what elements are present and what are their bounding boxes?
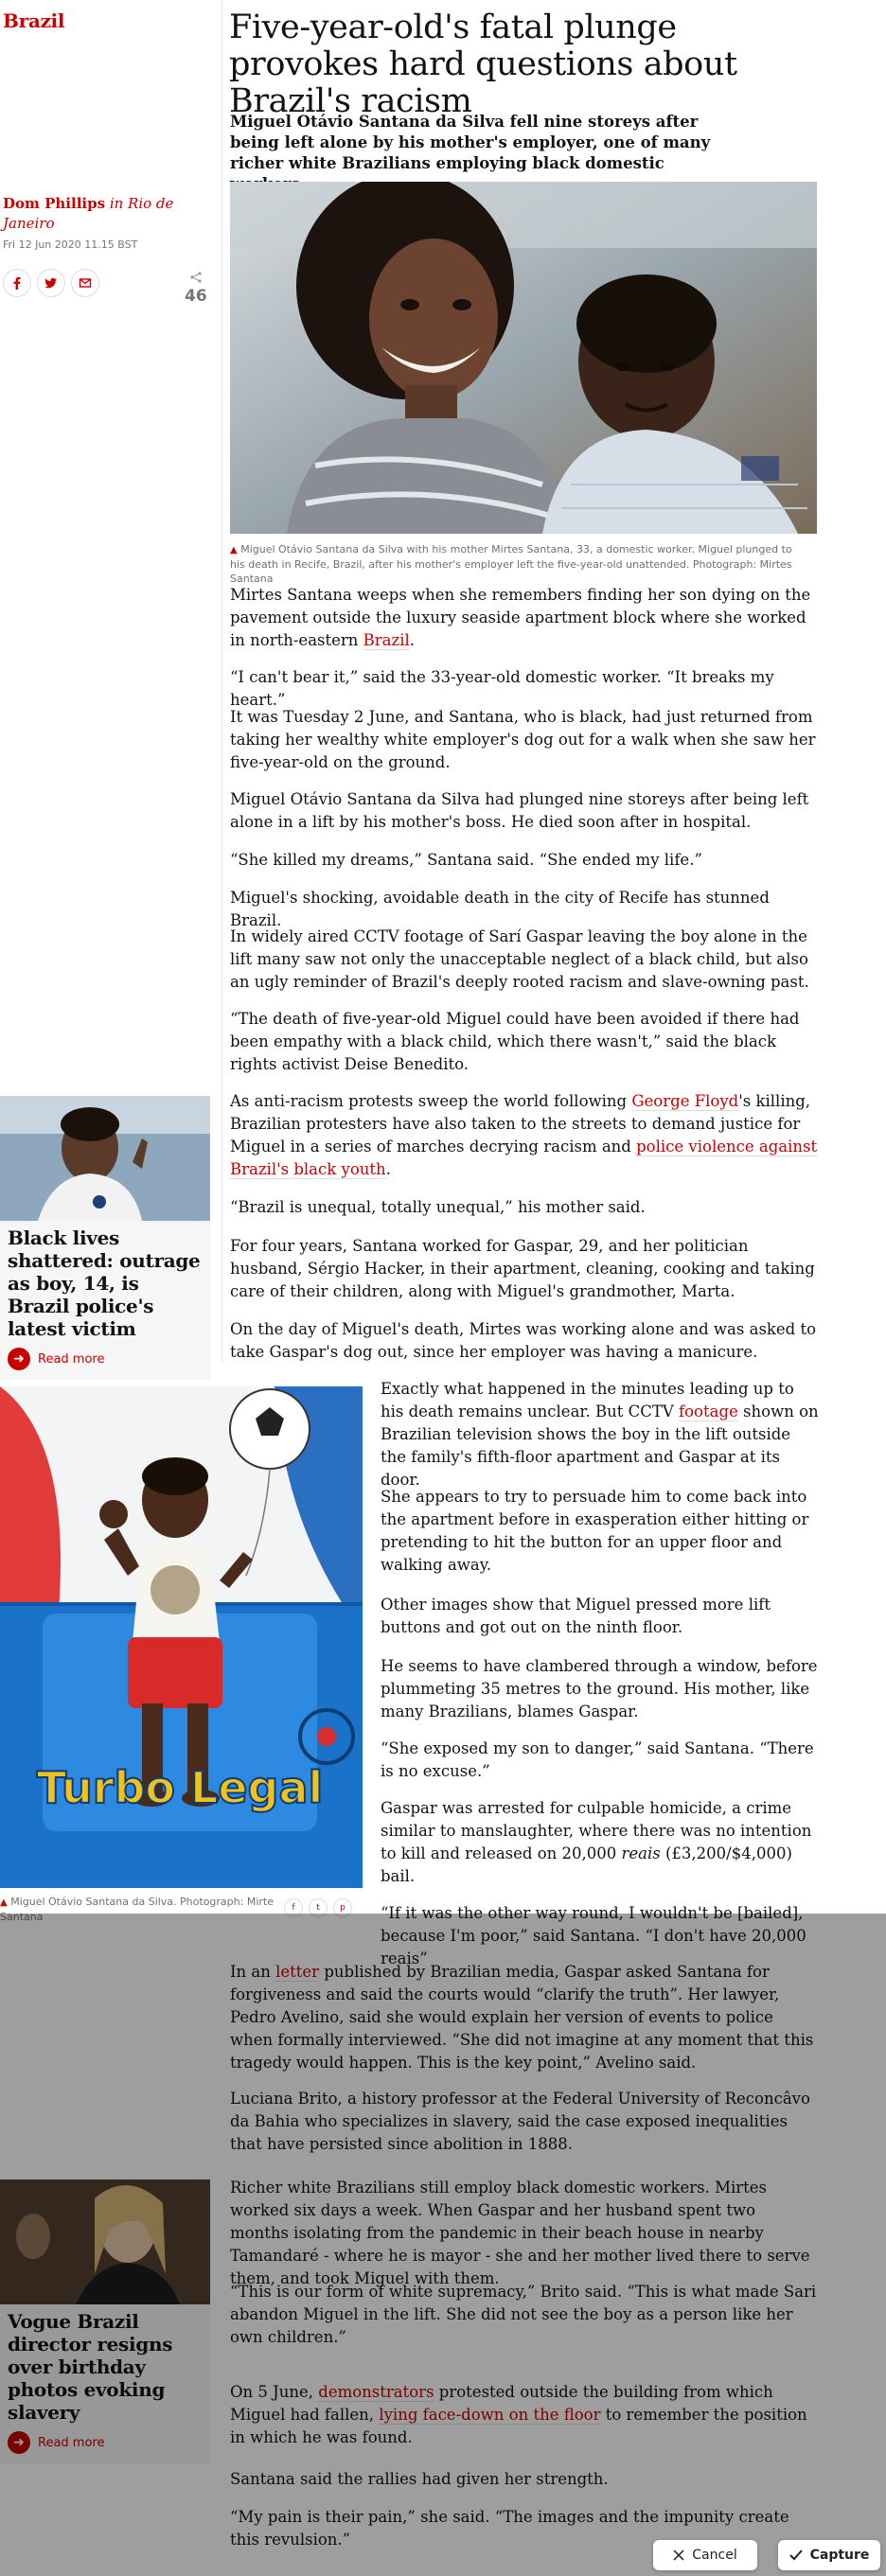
turbo-legal-banner: Turbo Legal: [36, 1762, 324, 1813]
inline-photo-share: [284, 1898, 352, 1917]
facebook-share-button[interactable]: [3, 269, 31, 297]
byline: [3, 194, 211, 234]
inline-photo[interactable]: [0, 1386, 363, 1888]
facebook-icon: [10, 276, 24, 290]
body-paragraph: “This is our form of white supremacy,” Brito said. “This is what made Sari abandon Miguel in the lift. She did not see the boy as a person like her own children.”: [230, 2283, 817, 2346]
twitter-share-button[interactable]: [37, 269, 65, 297]
email-share-button[interactable]: [71, 269, 99, 297]
close-icon: [673, 2550, 684, 2561]
body-paragraph: It was Tuesday 2 June, and Santana, who is black, had just returned from taking her wealthy white employer's dog out for a walk when she saw her five-year-old on the ground.: [230, 708, 816, 771]
body-paragraph: “My pain is their pain,” she said. “The images and the impunity create this revulsion.”: [230, 2508, 789, 2549]
caption-triangle-icon: ▲: [0, 1897, 8, 1908]
letter-link[interactable]: letter: [275, 1963, 320, 1981]
body-paragraph: “I can't bear it,” said the 33-year-old domestic worker. “It breaks my heart.”: [230, 668, 774, 709]
article-standfirst: Miguel Otávio Santana da Silva fell nine storeys after being left alone by his mother's employer, one of many richer white Brazilians employing black domestic: [230, 113, 711, 172]
body-paragraph: Miguel Otávio Santana da Silva had plunged nine storeys after being left alone in a lift by his mother's boss. He died soon after in hospital.: [230, 790, 809, 831]
author-link[interactable]: Dom Phillips: [3, 195, 106, 212]
demonstrators-link[interactable]: demonstrators: [318, 2383, 434, 2401]
capture-button[interactable]: [778, 2540, 880, 2570]
body-paragraph: In widely aired CCTV footage of Sarí Gaspar leaving the boy alone in the lift many saw not only the unacceptable neglect of a black child, but also an ugly reminder of Brazil's deeply rooted racism and slave-owning past.: [230, 927, 809, 991]
main-caption-text: Miguel Otávio Santana da Silva with his mother Mirtes Santana, 33, a domestic worker. Miguel plunged to his death in Recife, Brazil, after his mother's employer left the five-year-old unattended. Photograph: Mirtes Santana: [230, 543, 792, 585]
read-more-link[interactable]: ➜ Read more: [0, 2431, 210, 2463]
body-paragraph: Luciana Brito, a history professor at the Federal University of Reconcâvo da Bahia who specializes in slavery, said the case exposed inequalities that have persisted since abolition in 1888.: [230, 2090, 810, 2153]
read-more-link[interactable]: ➜ Read more: [0, 1348, 210, 1380]
publish-date: Fri 12 Jun 2020 11.15 BST: [3, 238, 138, 251]
share-count: [185, 269, 207, 306]
body-paragraph: “Brazil is unequal, totally unequal,” his mother said.: [230, 1198, 646, 1216]
body-paragraph: Richer white Brazilians still employ black domestic workers. Mirtes worked six days a week. When Gaspar and her husband spent two months isolating from the pandemic in their beach house in nearby Tamandaré - where he is mayor - she and her mother lived there to serve them, and took Miguel with them.: [230, 2179, 810, 2287]
related-article-title[interactable]: Black lives shattered: outrage as boy, 14, is Brazil police's latest victim: [8, 1226, 201, 1340]
lying-face-down-link[interactable]: lying face-down on the floor: [379, 2406, 601, 2424]
body-paragraph: Santana said the rallies had given her strength.: [230, 2470, 609, 2488]
body-paragraph: On 5 June, demonstrators protested outside the building from which Miguel had fallen, lying face-down on the floor to remember the position in which he was found.: [230, 2383, 807, 2446]
arrow-right-icon: ➜: [8, 2431, 30, 2454]
capture-label: Capture: [809, 2548, 870, 2563]
body-paragraph: Miguel's shocking, avoidable death in the city of Recife has stunned Brazil.: [230, 889, 770, 929]
pinterest-icon[interactable]: p: [333, 1898, 352, 1917]
related-article-card[interactable]: [0, 2179, 210, 2463]
body-paragraph: In an letter published by Brazilian media, Gaspar asked Santana for forgiveness and said the courts would “clarify the truth”. Her lawyer, Pedro Avelino, said she would explain her version of events to police when formally interviewed. “She did not imagine at any moment that this tragedy would happen. This is the key point,” Avelino said.: [230, 1963, 814, 2072]
share-count-value: 46: [185, 287, 207, 306]
body-paragraph: “She exposed my son to danger,” said Santana. “There is no excuse.”: [381, 1739, 814, 1780]
body-paragraph: She appears to try to persuade him to come back into the apartment before in exasperation either hitting or pretending to hit the button for an upper floor and walking away.: [381, 1488, 809, 1574]
arrow-right-icon: ➜: [8, 1348, 30, 1370]
author-location: in Rio de Janeiro: [3, 195, 174, 232]
section-kicker[interactable]: Brazil: [3, 9, 65, 32]
body-paragraph: For four years, Santana worked for Gaspar, 29, and her politician husband, Sérgio Hacker, in their apartment, cleaning, cooking and taking care of their children, along with Miguel's grandmother, Marta.: [230, 1237, 815, 1300]
twitter-icon: [44, 276, 58, 290]
footage-link[interactable]: footage: [679, 1403, 738, 1420]
check-icon: [789, 2550, 803, 2561]
share-icon: [189, 272, 203, 283]
main-photo-caption: [230, 542, 807, 586]
cancel-label: Cancel: [692, 2548, 737, 2563]
body-paragraph: Mirtes Santana weeps when she remembers finding her son dying on the pavement outside the luxury seaside apartment block where she worked in north-eastern Brazil.: [230, 586, 811, 649]
main-photo[interactable]: [230, 182, 817, 534]
related-article-card[interactable]: [0, 1096, 210, 1380]
george-floyd-link[interactable]: George Floyd: [631, 1092, 739, 1110]
brazil-link[interactable]: Brazil: [363, 631, 410, 649]
body-paragraph: “The death of five-year-old Miguel could have been avoided if there had been empathy with a black child, which there wasn't,” said the black rights activist Deise Benedito.: [230, 1010, 800, 1073]
body-paragraph: Exactly what happened in the minutes leading up to his death remains unclear. But CCTV footage shown on Brazilian television shows the boy in the lift outside the family's fifth-floor apartment and Gaspar at its door.: [381, 1380, 819, 1489]
body-paragraph: Gaspar was arrested for culpable homicide, a crime similar to manslaughter, where there was no intention to kill and released on 20,000 reais (£3,200/$4,000) bail.: [381, 1799, 812, 1885]
twitter-icon[interactable]: t: [309, 1898, 328, 1917]
body-paragraph: He seems to have clambered through a window, before plummeting 35 metres to the ground. His mother, like many Brazilians, blames Gaspar.: [381, 1657, 818, 1720]
related-article-title[interactable]: Vogue Brazil director resigns over birthday photos evoking slavery: [8, 2310, 173, 2424]
facebook-icon[interactable]: f: [284, 1898, 303, 1917]
related-article-image: [0, 2179, 210, 2304]
email-icon: [79, 276, 92, 290]
inline-caption-text: Miguel Otávio Santana da Silva. Photograph: Mirte Santana: [0, 1896, 274, 1923]
related-article-image: [0, 1096, 210, 1221]
cancel-button[interactable]: [653, 2540, 757, 2570]
body-paragraph: “She killed my dreams,” Santana said. “She ended my life.”: [230, 851, 702, 869]
inline-photo-caption: [0, 1895, 284, 1924]
body-paragraph: Other images show that Miguel pressed more lift buttons and got out on the ninth floor.: [381, 1596, 771, 1636]
share-buttons: [3, 269, 99, 297]
body-paragraph: As anti-racism protests sweep the world following George Floyd's killing, Brazilian protesters have also taken to the streets to demand justice for Miguel in a series of marches decrying racism and police violence against Brazil's black youth.: [230, 1092, 818, 1178]
body-paragraph: On the day of Miguel's death, Mirtes was working alone and was asked to take Gaspar's dog out, since her employer was having a manicure.: [230, 1320, 817, 1361]
body-paragraph: “If it was the other way round, I wouldn't be [bailed], because I'm poor,” said Santana. “I don't have 20,000 reais”: [381, 1904, 806, 1967]
article-headline: Five-year-old's fatal plunge provokes hard questions about Brazil's racism: [229, 9, 737, 120]
police-violence-link[interactable]: police violence against Brazil's black youth: [230, 1138, 818, 1178]
caption-triangle-icon: ▲: [230, 545, 238, 556]
